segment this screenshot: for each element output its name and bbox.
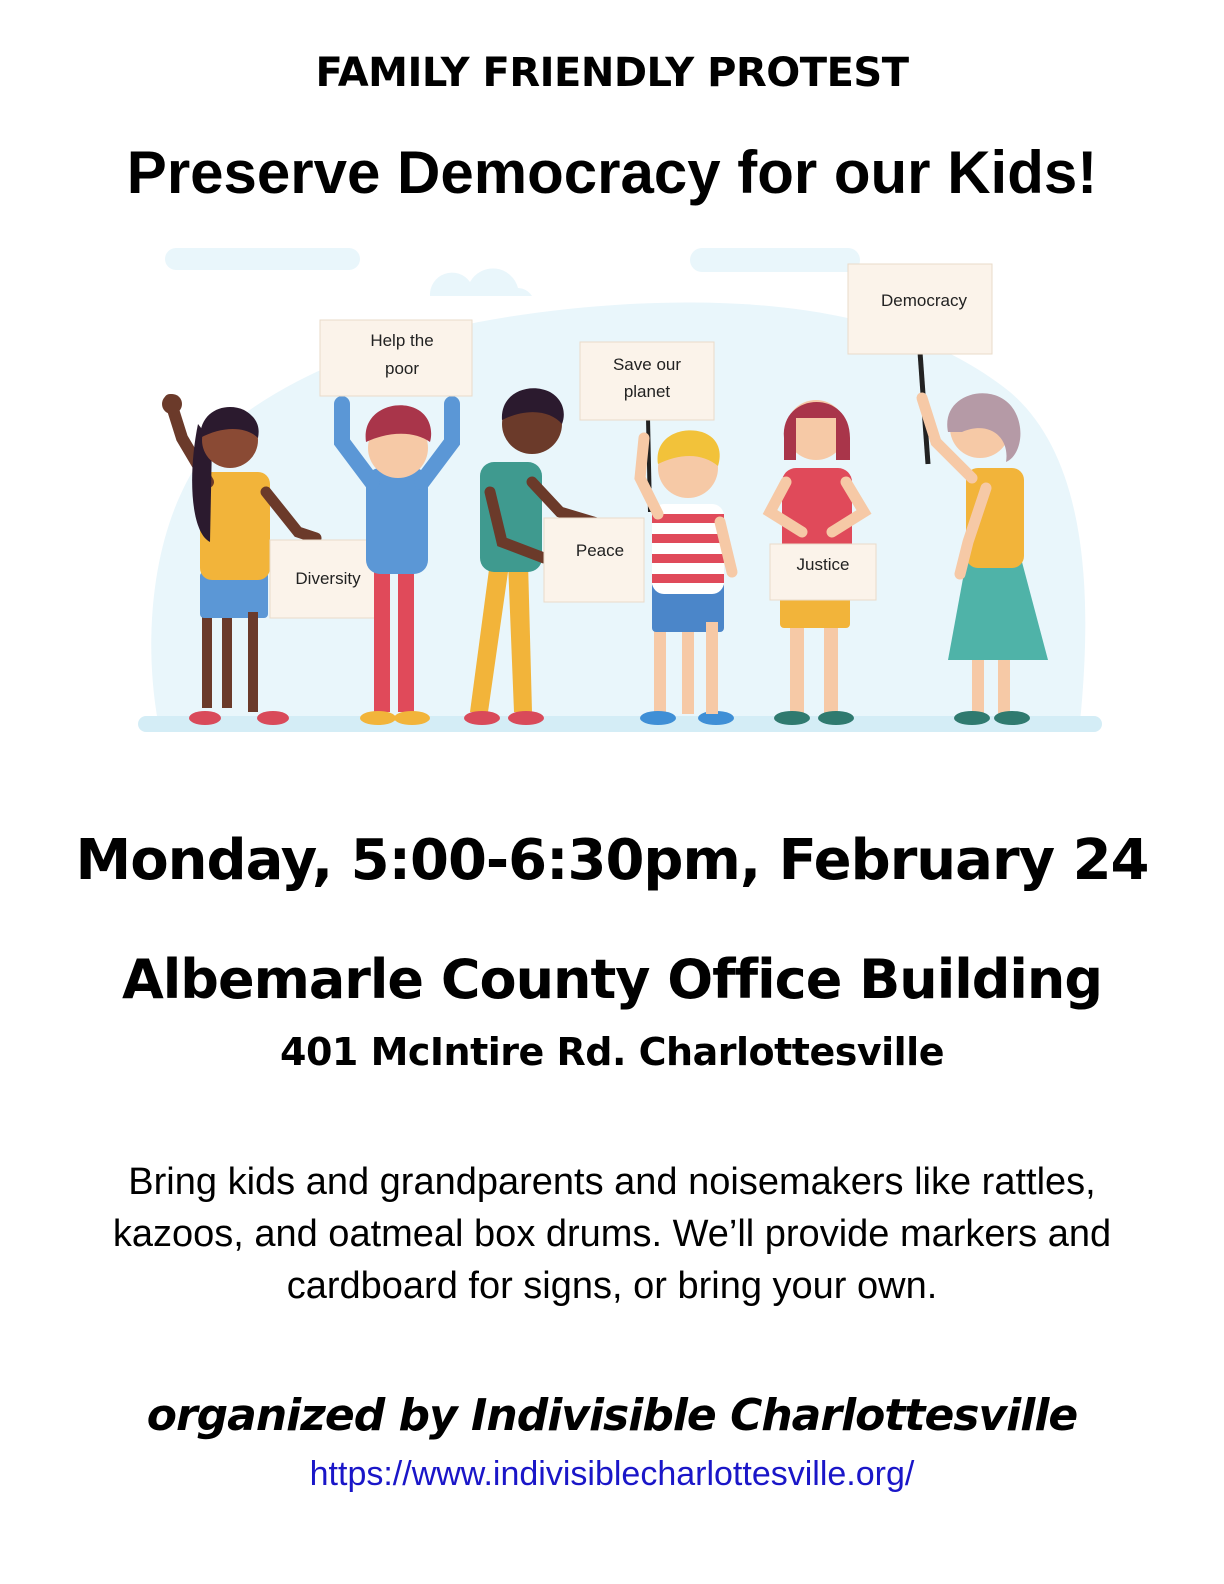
sign-diversity-label: Diversity: [295, 569, 361, 588]
organizer-website-link[interactable]: https://www.indivisiblecharlottesville.org/: [309, 1455, 915, 1493]
description-line: cardboard for signs, or bring your own.: [286, 1265, 938, 1307]
sign-help-the-poor-line2: poor: [384, 359, 420, 378]
background-clouds: [165, 248, 860, 296]
sign-save-our-planet-line2: planet: [623, 382, 671, 401]
event-description: [0, 1156, 1224, 1312]
sign-help-the-poor-line1: Help the: [370, 331, 434, 350]
venue-address: 401 McIntire Rd. Charlottesville: [280, 1030, 944, 1074]
sign-peace-label: Peace: [575, 541, 625, 560]
organizer-credit: organized by Indivisible Charlottesville: [146, 1390, 1078, 1441]
sign-save-our-planet: [580, 342, 714, 420]
kids-protest-illustration: [130, 242, 1110, 746]
sign-save-our-planet-line1: Save our: [612, 355, 682, 374]
venue-name: Albemarle County Office Building: [122, 948, 1102, 1011]
description-line: Bring kids and grandparents and noisemakers like rattles,: [128, 1161, 1096, 1203]
event-date-time: Monday, 5:00-6:30pm, February 24: [75, 828, 1149, 893]
sign-justice-label: Justice: [796, 555, 850, 574]
description-line: kazoos, and oatmeal box drums. We’ll provide markers and: [112, 1213, 1112, 1255]
sign-peace: [544, 518, 644, 602]
event-type-heading: FAMILY FRIENDLY PROTEST: [315, 50, 909, 96]
sign-democracy-label: Democracy: [881, 291, 967, 310]
headline: Preserve Democracy for our Kids!: [126, 139, 1098, 206]
